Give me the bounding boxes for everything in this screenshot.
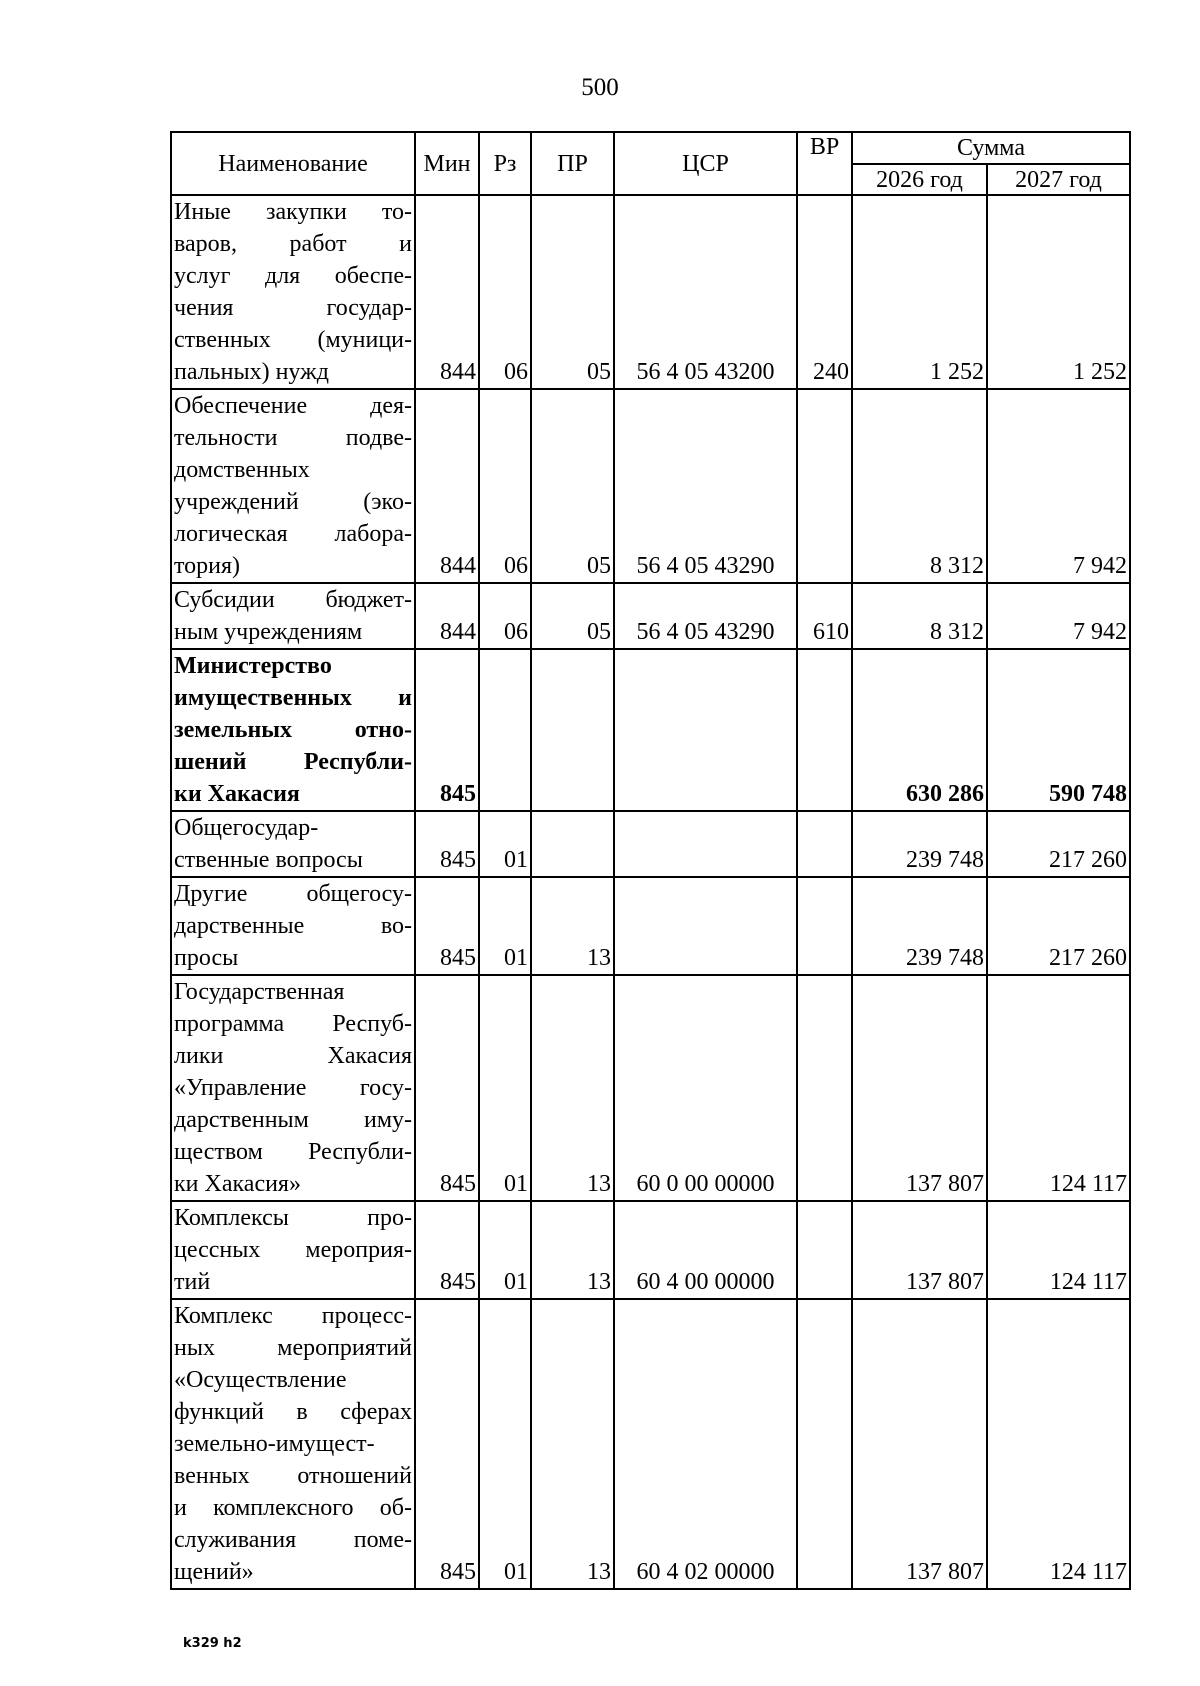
row-name-line: Обеспечение дея-: [174, 393, 412, 419]
table-row: [171, 649, 1130, 811]
cell-min: 845: [415, 975, 479, 1201]
row-name: [171, 877, 415, 975]
row-name-line: программа Респуб-: [174, 1011, 412, 1037]
table-row: [171, 1299, 1130, 1589]
row-name-line: чения государ-: [174, 295, 412, 321]
row-name-line: дарственные во-: [174, 913, 412, 939]
row-name-line: венных отношений: [174, 1463, 412, 1489]
row-name-line: ственных (муници-: [174, 327, 412, 353]
row-name-line: Государственная: [174, 979, 345, 1005]
cell-y2027: 1 252: [987, 195, 1130, 389]
cell-csr: [614, 811, 797, 877]
header-rz: Рз: [479, 132, 531, 195]
row-name-line: Субсидии бюджет-: [174, 587, 412, 613]
row-name: [171, 975, 415, 1201]
footer-code: k329 h2: [183, 1636, 242, 1651]
row-name-line: цессных мероприя-: [174, 1237, 412, 1263]
cell-vr: [797, 1299, 852, 1589]
table-row: [171, 1201, 1130, 1299]
row-name-line: земельных отно-: [174, 717, 412, 743]
cell-y2026: 137 807: [852, 975, 987, 1201]
header-2027: 2027 год: [987, 164, 1130, 195]
row-name-line: служивания поме-: [174, 1527, 412, 1553]
row-name-line: логическая лабора-: [174, 521, 412, 547]
cell-rz: 01: [479, 811, 531, 877]
cell-y2027: 217 260: [987, 877, 1130, 975]
row-name-line: имущественных и: [174, 685, 412, 711]
row-name-line: функций в сферах: [174, 1399, 412, 1425]
row-name: [171, 583, 415, 649]
cell-min: 845: [415, 649, 479, 811]
row-name: [171, 195, 415, 389]
row-name: [171, 389, 415, 583]
cell-y2026: 239 748: [852, 877, 987, 975]
header-pr: ПР: [531, 132, 614, 195]
cell-y2026: 137 807: [852, 1299, 987, 1589]
cell-vr: [797, 877, 852, 975]
header-sum: Сумма: [852, 132, 1130, 164]
cell-y2026: 137 807: [852, 1201, 987, 1299]
cell-y2027: 217 260: [987, 811, 1130, 877]
cell-rz: 06: [479, 583, 531, 649]
row-name-line: шений Республи-: [174, 749, 412, 775]
row-name-line: «Управление госу-: [174, 1075, 412, 1101]
cell-pr: 05: [531, 583, 614, 649]
row-name-line: Другие общегосу-: [174, 881, 412, 907]
cell-min: 844: [415, 583, 479, 649]
row-name: [171, 1299, 415, 1589]
row-name-line: «Осуществление: [174, 1367, 347, 1393]
row-name-line: Иные закупки то-: [174, 199, 412, 225]
cell-vr: [797, 1201, 852, 1299]
row-name-line: щений»: [174, 1559, 254, 1585]
cell-min: 845: [415, 811, 479, 877]
page-number: 500: [581, 74, 619, 101]
cell-csr: 60 4 00 00000: [614, 1201, 797, 1299]
cell-csr: [614, 649, 797, 811]
table-row: [171, 811, 1130, 877]
cell-csr: 56 4 05 43290: [614, 389, 797, 583]
table-row: [171, 195, 1130, 389]
row-name-line: ным учреждениям: [174, 619, 363, 645]
row-name-line: ществом Республи-: [174, 1139, 412, 1165]
cell-y2027: 124 117: [987, 1299, 1130, 1589]
row-name-line: пальных) нужд: [174, 359, 329, 385]
row-name-line: Комплексы про-: [174, 1205, 412, 1231]
row-name: [171, 1201, 415, 1299]
row-name-line: домственных: [174, 457, 310, 483]
cell-y2027: 124 117: [987, 975, 1130, 1201]
cell-y2026: 8 312: [852, 389, 987, 583]
row-name-line: ных мероприятий: [174, 1335, 412, 1361]
cell-csr: 56 4 05 43200: [614, 195, 797, 389]
cell-rz: [479, 649, 531, 811]
row-name-line: тельности подве-: [174, 425, 412, 451]
cell-pr: 13: [531, 1201, 614, 1299]
row-name-line: земельно-имущест-: [174, 1431, 375, 1457]
cell-min: 844: [415, 389, 479, 583]
row-name-line: тория): [174, 553, 241, 579]
row-name: [171, 649, 415, 811]
cell-pr: 13: [531, 975, 614, 1201]
cell-y2027: 7 942: [987, 583, 1130, 649]
cell-pr: [531, 649, 614, 811]
row-name-line: ки Хакасия»: [174, 1171, 301, 1197]
cell-y2026: 8 312: [852, 583, 987, 649]
cell-pr: 13: [531, 1299, 614, 1589]
cell-y2027: 7 942: [987, 389, 1130, 583]
cell-vr: 610: [797, 583, 852, 649]
cell-min: 845: [415, 1201, 479, 1299]
cell-y2026: 1 252: [852, 195, 987, 389]
header-min: Мин: [415, 132, 479, 195]
table-row: [171, 389, 1130, 583]
cell-y2027: 590 748: [987, 649, 1130, 811]
cell-vr: [797, 649, 852, 811]
row-name-line: Министерство: [174, 653, 332, 679]
table-row: [171, 975, 1130, 1201]
cell-pr: 13: [531, 877, 614, 975]
cell-rz: 06: [479, 389, 531, 583]
cell-pr: 05: [531, 389, 614, 583]
cell-csr: 56 4 05 43290: [614, 583, 797, 649]
row-name-line: лики Хакасия: [174, 1043, 412, 1069]
cell-y2026: 239 748: [852, 811, 987, 877]
cell-csr: [614, 877, 797, 975]
cell-csr: 60 0 00 00000: [614, 975, 797, 1201]
cell-rz: 01: [479, 877, 531, 975]
row-name-line: дарственным иму-: [174, 1107, 412, 1133]
row-name-line: и комплексного об-: [174, 1495, 412, 1521]
table-row: [171, 583, 1130, 649]
cell-rz: 06: [479, 195, 531, 389]
cell-pr: 05: [531, 195, 614, 389]
cell-csr: 60 4 02 00000: [614, 1299, 797, 1589]
cell-min: 845: [415, 1299, 479, 1589]
cell-pr: [531, 811, 614, 877]
cell-vr: 240: [797, 195, 852, 389]
cell-y2027: 124 117: [987, 1201, 1130, 1299]
header-vr: ВР: [797, 132, 852, 195]
row-name-line: ки Хакасия: [174, 781, 300, 807]
header-csr: ЦСР: [614, 132, 797, 195]
header-name: Наименование: [171, 132, 415, 195]
row-name-line: варов, работ и: [174, 231, 412, 257]
budget-table: [170, 131, 1131, 1590]
row-name: [171, 811, 415, 877]
cell-vr: [797, 975, 852, 1201]
cell-rz: 01: [479, 975, 531, 1201]
header-2026: 2026 год: [852, 164, 987, 195]
table-row: [171, 877, 1130, 975]
cell-rz: 01: [479, 1201, 531, 1299]
cell-vr: [797, 389, 852, 583]
row-name-line: услуг для обеспе-: [174, 263, 412, 289]
row-name-line: просы: [174, 945, 239, 971]
cell-y2026: 630 286: [852, 649, 987, 811]
cell-vr: [797, 811, 852, 877]
cell-rz: 01: [479, 1299, 531, 1589]
row-name-line: ственные вопросы: [174, 847, 363, 873]
row-name-line: учреждений (эко-: [174, 489, 412, 515]
cell-min: 845: [415, 877, 479, 975]
row-name-line: Общегосудар-: [174, 815, 319, 841]
row-name-line: Комплекс процесс-: [174, 1303, 412, 1329]
row-name-line: тий: [174, 1269, 211, 1295]
cell-min: 844: [415, 195, 479, 389]
